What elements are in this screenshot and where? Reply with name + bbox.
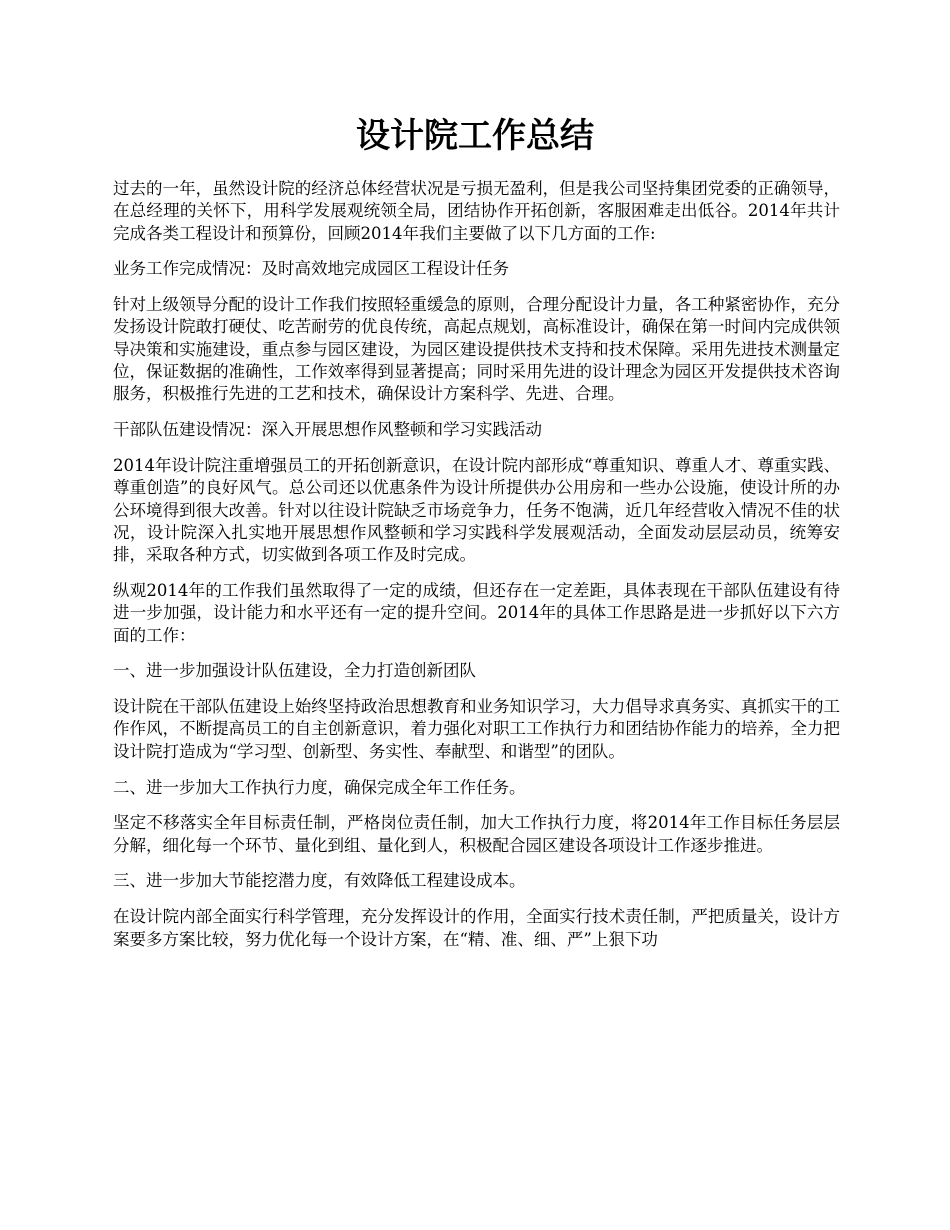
business-paragraph: 针对上级领导分配的设计工作我们按照轻重缓急的原则，合理分配设计力量，各工种紧密协作，充分发扬设计院敢打硬仗、吃苦耐劳的优良传统，高起点规划，高标准设计，确保在第一时间内完成供领导决策和实施建设，重点参与园区建设，为园区建设提供技术支持和技术保障。采用先进技术测量定位，保证数据的准确性，工作效率得到显著提高；同时采用先进的设计理念为园区开发提供技术咨询服务，积极推行先进的工艺和技术，确保设计方案科学、先进、合理。 — [113, 295, 840, 404]
section-heading-team: 干部队伍建设情况：深入开展思想作风整顿和学习实践活动 — [113, 420, 542, 440]
task-heading-1: 一、进一步加强设计队伍建设，全力打造创新团队 — [113, 661, 476, 681]
task-paragraph-1: 设计院在干部队伍建设上始终坚持政治思想教育和业务知识学习，大力倡导求真务实、真抓实干的工作作风，不断提高员工的自主创新意识，着力强化对职工工作执行力和团结协作能力的培养，全力把设计院打造成为“学习型、创新型、务实性、奉献型、和谐型”的团队。 — [113, 697, 840, 761]
task-heading-2: 二、进一步加大工作执行力度，确保完成全年工作任务。 — [113, 777, 526, 797]
outlook-paragraph: 纵观2014年的工作我们虽然取得了一定的成绩，但还存在一定差距，具体表现在干部队伍建设有待进一步加强，设计能力和水平还有一定的提升空间。2014年的具体工作思路是进一步抓好以下六方面的工作： — [113, 580, 840, 645]
task-paragraph-2: 坚定不移落实全年目标责任制，严格岗位责任制，加大工作执行力度，将2014年工作目标任务层层分解，细化每一个环节、量化到组、量化到人，积极配合园区建设各项设计工作逐步推进。 — [113, 813, 840, 855]
document-title: 设计院工作总结 — [356, 116, 594, 156]
task-paragraph-3: 在设计院内部全面实行科学管理，充分发挥设计的作用，全面实行技术责任制，严把质量关，设计方案要多方案比较，努力优化每一个设计方案，在“精、准、细、严”上狠下功 — [113, 907, 840, 949]
intro-paragraph: 过去的一年，虽然设计院的经济总体经营状况是亏损无盈利，但是我公司坚持集团党委的正确领导，在总经理的关怀下，用科学发展观统领全局，团结协作开拓创新，客服困难走出低谷。2014年共计完成各类工程设计和预算份，回顾2014年我们主要做了以下几方面的工作: — [113, 179, 840, 243]
section-heading-business: 业务工作完成情况：及时高效地完成园区工程设计任务 — [113, 259, 509, 279]
team-paragraph: 2014年设计院注重增强员工的开拓创新意识，在设计院内部形成“尊重知识、尊重人才、尊重实践、尊重创造”的良好风气。总公司还以优惠条件为设计所提供办公用房和一些办公设施，使设计所的办公环境得到很大改善。针对以往设计院缺乏市场竞争力，任务不饱满，近几年经营收入情况不佳的状况，设计院深入扎实地开展思想作风整顿和学习实践科学发展观活动，全面发动层层动员，统筹安排，采取各种方式，切实做到各项工作及时完成。 — [113, 455, 840, 565]
document-body — [113, 178, 840, 964]
task-heading-3: 三、进一步加大节能挖潜力度，有效降低工程建设成本。 — [113, 871, 526, 891]
